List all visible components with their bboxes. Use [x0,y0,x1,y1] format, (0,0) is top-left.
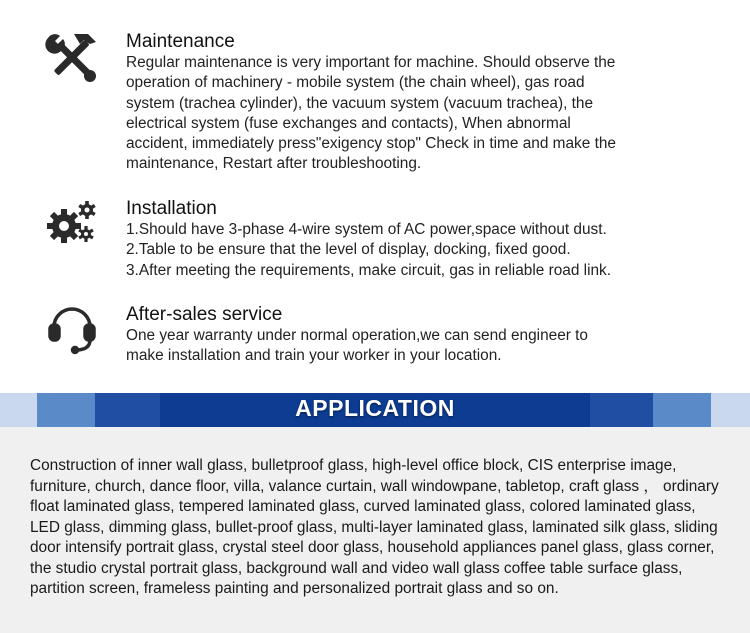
headset-icon [44,299,100,355]
wrench-hammer-icon [44,30,100,86]
maintenance-title: Maintenance [126,31,235,52]
installation-section [0,190,750,290]
application-title: APPLICATION [295,395,455,421]
installation-title: Installation [126,198,217,219]
installation-body: 1.Should have 3-phase 4-wire system of AC power,space without dust. 2.Table to be ensure that the level of display, docking, fixed good. 3.After meeting the requirements, make circuit, gas in reliable road link. [126,221,612,279]
application-banner [0,393,750,427]
gears-icon [44,196,100,252]
maintenance-body: Regular maintenance is very important for machine. Should observe the operation of machinery - mobile system (the chain wheel), gas road system (trachea cylinder), the vacuum system (vacuum trachea), the electrical system (fuse exchanges and contacts), When abnormal accident, immediately press"exigency stop" Check in time and make the maintenance, Restart after troubleshooting. [126,54,616,173]
after-sales-section [0,295,750,385]
maintenance-section [0,0,750,180]
after-sales-title: After-sales service [126,304,283,325]
application-text: Construction of inner wall glass, bulletproof glass, high-level office block, CIS enterprise image, furniture, church, dance floor, villa, valance curtain, wall windowpane, tabletop, craft glass ， ordinary float laminated glass, tempered laminated glass, curved laminated glass, colored laminated glass, LED glass, dimming glass, bullet-proof glass, multi-layer laminated glass, laminated silk glass, sliding door intensify portrait glass, crystal steel door glass, household appliances panel glass, glass corner, the studio crystal portrait glass, background wall and video wall glass coffee table surface glass, partition screen, frameless painting and personalized portrait glass and so on. [30,457,719,597]
application-area [0,427,750,633]
after-sales-body: One year warranty under normal operation,we can send engineer to make installation and train your worker in your location. [126,327,588,365]
